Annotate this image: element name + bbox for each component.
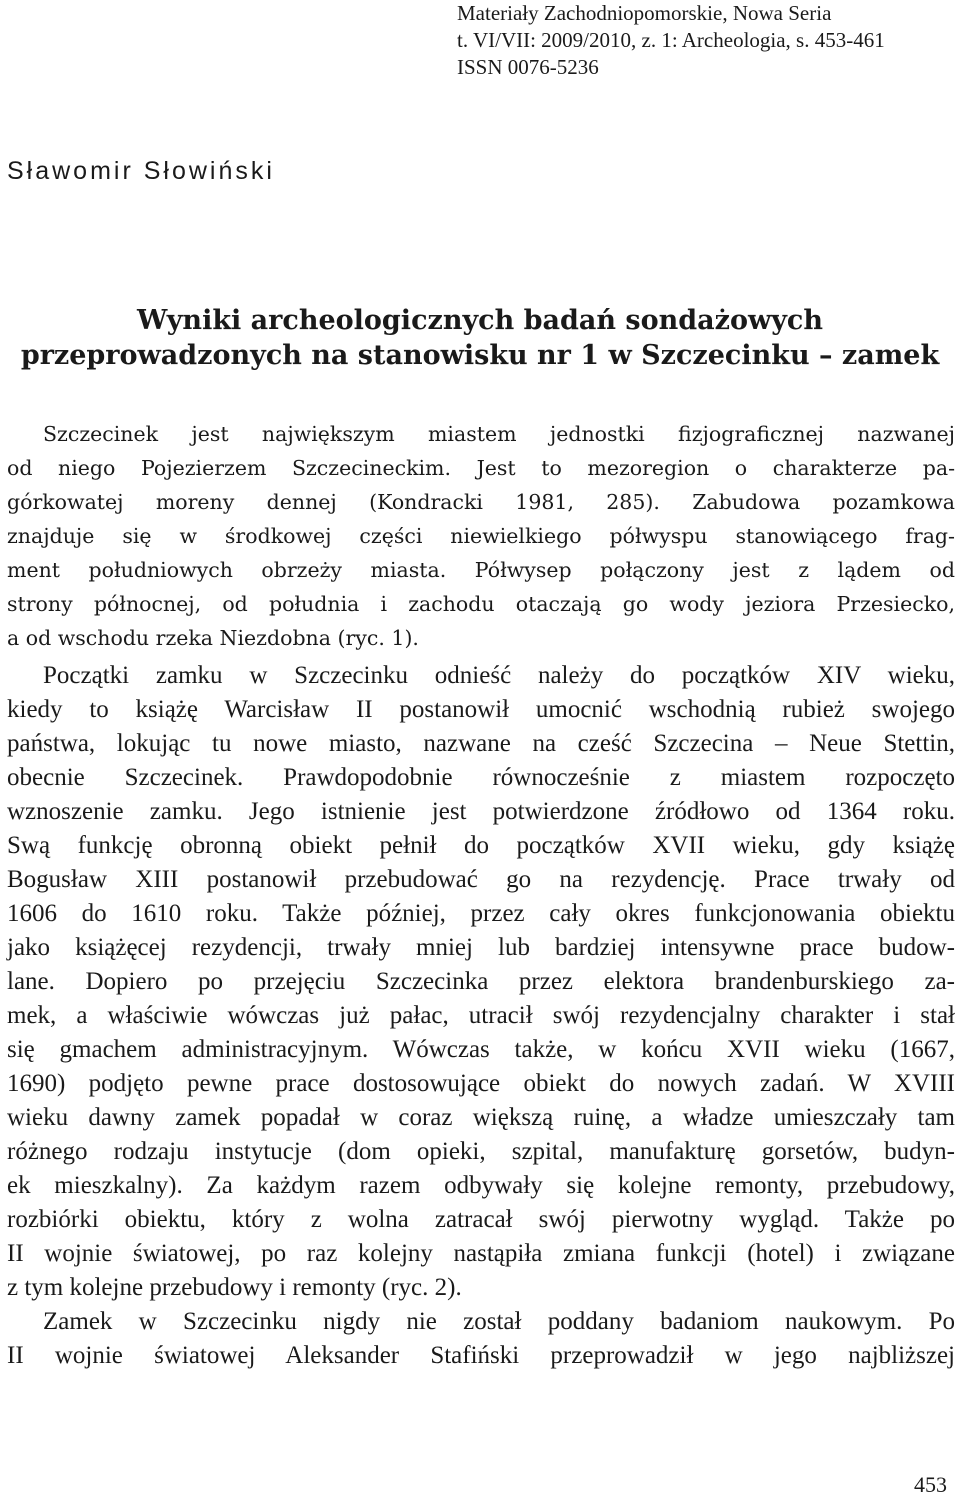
paragraph-line: Bogusław XIII postanowił przebudować go na rezydencję. Prace trwały od <box>7 866 955 893</box>
paragraph-line: wieku dawny zamek popadał w coraz większą ruinę, a władze umieszczały tam <box>7 1104 955 1131</box>
journal-name: Materiały Zachodniopomorskie, Nowa Seria <box>457 1 832 25</box>
paragraph-line: II wojnie światowej, po raz kolejny nastąpiła zmiana funkcji (hotel) i związane <box>7 1240 955 1267</box>
paragraph-line: państwa, lokując tu nowe miasto, nazwane na cześć Szczecina – Neue Stettin, <box>7 730 955 757</box>
abstract-line: od niego Pojezierzem Szczecineckim. Jest to mezoregion o charakterze pa- <box>7 456 955 480</box>
paragraph-line: II wojnie światowej Aleksander Stafiński przeprowadził w jego najbliższej <box>7 1342 955 1369</box>
abstract <box>7 417 955 655</box>
abstract-line: strony północnej, od południa i zachodu otaczają go wody jeziora Przesiecko, <box>7 592 955 616</box>
paragraph-line: wznoszenie zamku. Jego istnienie jest potwierdzone źródłowo od 1364 roku. <box>7 798 955 825</box>
article-title <box>0 303 960 373</box>
paragraph-line: 1690) podjęto pewne prace dostosowujące obiekt do nowych zadań. W XVIII <box>7 1070 955 1097</box>
paragraph-line: jako książęcej rezydencji, trwały mniej lub bardziej intensywne prace budow- <box>7 934 955 961</box>
paragraph-line: obecnie Szczecinek. Prawdopodobnie równocześnie z miastem rozpoczęto <box>7 764 955 791</box>
paragraph-line: Zamek w Szczecinku nigdy nie został poddany badaniom naukowym. Po <box>43 1308 955 1335</box>
paragraph-line: Początki zamku w Szczecinku odnieść należy do początków XIV wieku, <box>43 662 955 689</box>
paragraph-line: lane. Dopiero po przejęciu Szczecinka przez elektora brandenburskiego za- <box>7 968 955 995</box>
abstract-line: znajduje się w środkowej części niewielkiego półwyspu stanowiącego frag- <box>7 524 955 548</box>
paragraph-line: mek, a właściwie wówczas już pałac, utracił swój rezydencjalny charakter i stał <box>7 1002 955 1029</box>
body-text <box>7 659 955 1373</box>
paragraph-line: ek mieszkalny). Za każdym razem odbywały się kolejne remonty, przebudowy, <box>7 1172 955 1199</box>
paragraph-line: z tym kolejne przebudowy i remonty (ryc. 2). <box>7 1274 462 1301</box>
abstract-line: górkowatej moreny dennej (Kondracki 1981, 285). Zabudowa pozamkowa <box>7 490 955 514</box>
paragraph-line: się gmachem administracyjnym. Wówczas także, w końcu XVII wieku (1667, <box>7 1036 955 1063</box>
abstract-line: a od wschodu rzeka Niezdobna (ryc. 1). <box>7 626 419 650</box>
paragraph-line: Swą funkcję obronną obiekt pełnił do początków XVII wieku, gdy książę <box>7 832 955 859</box>
paragraph-line: kiedy to książę Warcisław II postanowił umocnić wschodnią rubież swojego <box>7 696 955 723</box>
journal-volume: t. VI/VII: 2009/2010, z. 1: Archeologia, s. 453-461 <box>457 28 885 52</box>
paragraph-line: różnego rodzaju instytucje (dom opieki, szpital, manufakturę gorsetów, budyn- <box>7 1138 955 1165</box>
abstract-line: Szczecinek jest największym miastem jednostki fizjograficznej nazwanej <box>43 422 955 446</box>
journal-issn: ISSN 0076-5236 <box>457 55 599 79</box>
title-line: przeprowadzonych na stanowisku nr 1 w Szczecinku – zamek <box>20 340 940 371</box>
paragraph-line: rozbiórki obiektu, który z wolna zatracał swój pierwotny wygląd. Także po <box>7 1206 955 1233</box>
abstract-line: ment południowych obrzeży miasta. Półwysep połączony jest z lądem od <box>7 558 955 582</box>
title-line: Wyniki archeologicznych badań sondażowych <box>137 305 823 336</box>
journal-header <box>457 0 885 81</box>
paragraph-line: 1606 do 1610 roku. Także później, przez cały okres funkcjonowania obiektu <box>7 900 955 927</box>
page-number: 453 <box>914 1472 947 1497</box>
author-name: Sławomir Słowiński <box>7 157 275 185</box>
